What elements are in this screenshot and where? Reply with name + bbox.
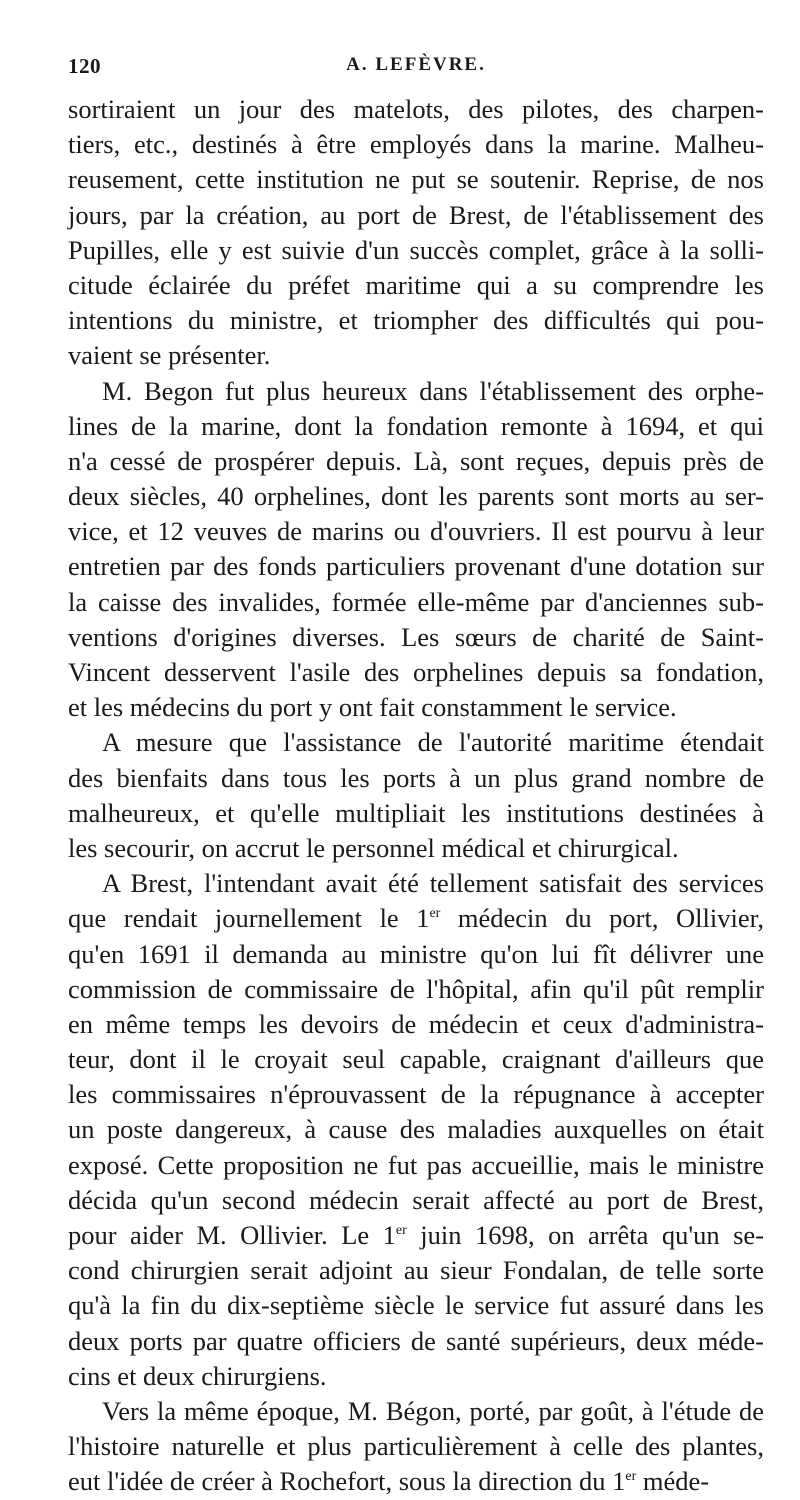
text-line: les commissaires n'éprouvassent de la répugnance à accepter	[68, 1079, 764, 1110]
running-head: A. LEFÈVRE.	[346, 54, 486, 75]
paragraph	[68, 1394, 764, 1500]
text-line: Vincent desservent l'asile des orphelines depuis sa fondation,	[68, 657, 764, 687]
text-line: jours, par la création, au port de Brest, de l'établissement des	[68, 199, 764, 230]
paragraph	[68, 92, 764, 374]
text-line: vice, et 12 veuves de marins ou d'ouvriers. Il est pourvu à leur	[68, 516, 764, 547]
text-line: deux ports par quatre officiers de santé supérieurs, deux méde-	[68, 1325, 764, 1356]
paragraph	[68, 374, 764, 726]
text-line: A Brest, l'intendant avait été tellement satisfait des services	[102, 868, 764, 899]
text-line: intentions du ministre, et triompher des difficultés qui pou-	[68, 305, 764, 336]
text-line: que rendait journellement le 1er médecin du port, Ollivier,	[68, 903, 764, 934]
body-text	[68, 92, 764, 1500]
text-line: cins et deux chirurgiens.	[68, 1360, 327, 1391]
text-line: pour aider M. Ollivier. Le 1er juin 1698, on arrêta qu'un se-	[68, 1220, 764, 1250]
text-line: vaient se présenter.	[68, 340, 271, 371]
text-line: et les médecins du port y ont fait constamment le service.	[68, 692, 677, 723]
text-line: tiers, etc., destinés à être employés dans la marine. Malheu-	[68, 129, 764, 160]
text-line: ventions d'origines diverses. Les sœurs de charité de Saint-	[68, 621, 764, 652]
text-line: décida qu'un second médecin serait affecté au port de Brest,	[68, 1184, 764, 1215]
paragraph	[68, 725, 764, 866]
text-line: des bienfaits dans tous les ports à un plus grand nombre de	[68, 762, 764, 793]
text-line: reusement, cette institution ne put se soutenir. Reprise, de nos	[68, 164, 764, 195]
text-line: M. Begon fut plus heureux dans l'établissement des orphe-	[102, 375, 764, 406]
text-line: exposé. Cette proposition ne fut pas accueillie, mais le ministre	[68, 1149, 764, 1180]
page-header	[68, 54, 764, 94]
text-line: les secourir, on accrut le personnel médical et chirurgical.	[68, 832, 679, 863]
text-line: malheureux, et qu'elle multipliait les institutions destinées à	[68, 797, 764, 828]
text-line: citude éclairée du préfet maritime qui a su comprendre les	[68, 269, 764, 300]
text-line: Pupilles, elle y est suivie d'un succès complet, grâce à la solli-	[68, 234, 764, 265]
text-line: sortiraient un jour des matelots, des pilotes, des charpen-	[68, 94, 764, 124]
text-line: teur, dont il le croyait seul capable, craignant d'ailleurs que	[68, 1044, 764, 1075]
text-line: A mesure que l'assistance de l'autorité maritime étendait	[102, 727, 764, 758]
text-line: entretien par des fonds particuliers provenant d'une dotation sur	[68, 551, 764, 582]
page-number: 120	[68, 54, 101, 78]
text-line: eut l'idée de créer à Rochefort, sous la direction du 1er méde-	[68, 1466, 710, 1497]
text-line: commission de commissaire de l'hôpital, afin qu'il pût remplir	[68, 973, 764, 1004]
text-line: l'histoire naturelle et plus particulièrement à celle des plantes,	[68, 1431, 764, 1462]
text-line: la caisse des invalides, formée elle-même par d'anciennes sub-	[68, 586, 764, 617]
text-line: lines de la marine, dont la fondation remonte à 1694, et qui	[68, 410, 764, 441]
text-line: qu'en 1691 il demanda au ministre qu'on lui fît délivrer une	[68, 938, 764, 969]
paragraph	[68, 866, 764, 1394]
text-line: Vers la même époque, M. Bégon, porté, par goût, à l'étude de	[102, 1395, 764, 1426]
text-line: un poste dangereux, à cause des maladies auxquelles on était	[68, 1114, 764, 1145]
text-line: qu'à la fin du dix-septième siècle le service fut assuré dans les	[68, 1290, 764, 1321]
text-line: en même temps les devoirs de médecin et ceux d'administra-	[68, 1008, 764, 1039]
text-line: n'a cessé de prospérer depuis. Là, sont reçues, depuis près de	[68, 445, 764, 476]
text-line: cond chirurgien serait adjoint au sieur Fondalan, de telle sorte	[68, 1255, 764, 1286]
text-line: deux siècles, 40 orphelines, dont les parents sont morts au ser-	[68, 481, 764, 512]
